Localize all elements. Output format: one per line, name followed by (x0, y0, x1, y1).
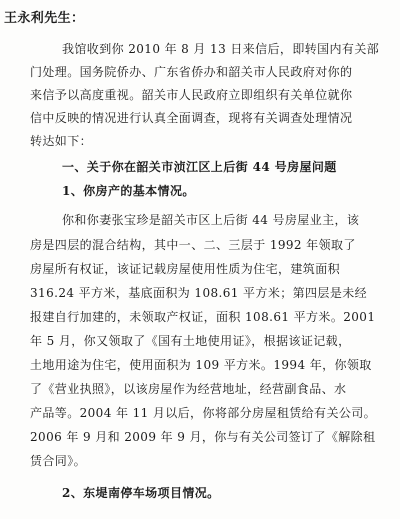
body-line: 产品等。2004 年 11 月以后，你将部分房屋租赁给有关公司。 (30, 406, 377, 420)
body-line: 316.24 平方米，基底面积为 108.61 平方米；第四层是未经 (30, 286, 368, 300)
intro-line: 信中反映的情况进行认真全面调查，现将有关调查处理情况 (30, 111, 353, 125)
intro-line: 我馆收到你 2010 年 8 月 13 日来信后，即转国内有关部 (62, 42, 380, 56)
intro-line: 门处理。国务院侨办、广东省侨办和韶关市人民政府对你的 (30, 65, 353, 79)
body-line: 房是四层的混合结构，其中一、二、三层于 1992 年领取了 (30, 238, 356, 252)
intro-line: 转达如下： (30, 134, 93, 148)
section-heading: 一、关于你在韶关市浈江区上后街 44 号房屋问题 (62, 160, 337, 174)
body-line: 年 5 月，你又领取了《国有土地使用证》，根据该证记载， (30, 334, 351, 348)
body-line: 赁合同》。 (30, 454, 87, 468)
subsection-heading: 2、东堤南停车场项目情况。 (62, 486, 220, 500)
subsection-heading: 1、你房产的基本情况。 (62, 184, 195, 198)
intro-line: 来信予以高度重视。韶关市人民政府立即组织有关单位就你 (30, 88, 353, 102)
body-line: 你和你妻张宝珍是韶关市区上后街 44 号房屋业主，该 (62, 213, 360, 227)
letter-greeting: 王永利先生： (4, 11, 85, 26)
body-line: 土地用途为住宅，使用面积为 109 平方米。1994 年，你领取 (30, 358, 372, 372)
body-line: 报建自行加建的，未领取产权证，面积 108.61 平方米。2001 (30, 310, 376, 324)
body-line: 了《营业执照》，以该房屋作为经营地址，经营副食品、水 (30, 382, 347, 396)
body-line: 房屋所有权证，该证记载房屋使用性质为住宅，建筑面积 (30, 262, 341, 276)
body-line: 2006 年 9 月和 2009 年 9 月，你与有关公司签订了《解除租 (30, 430, 376, 444)
